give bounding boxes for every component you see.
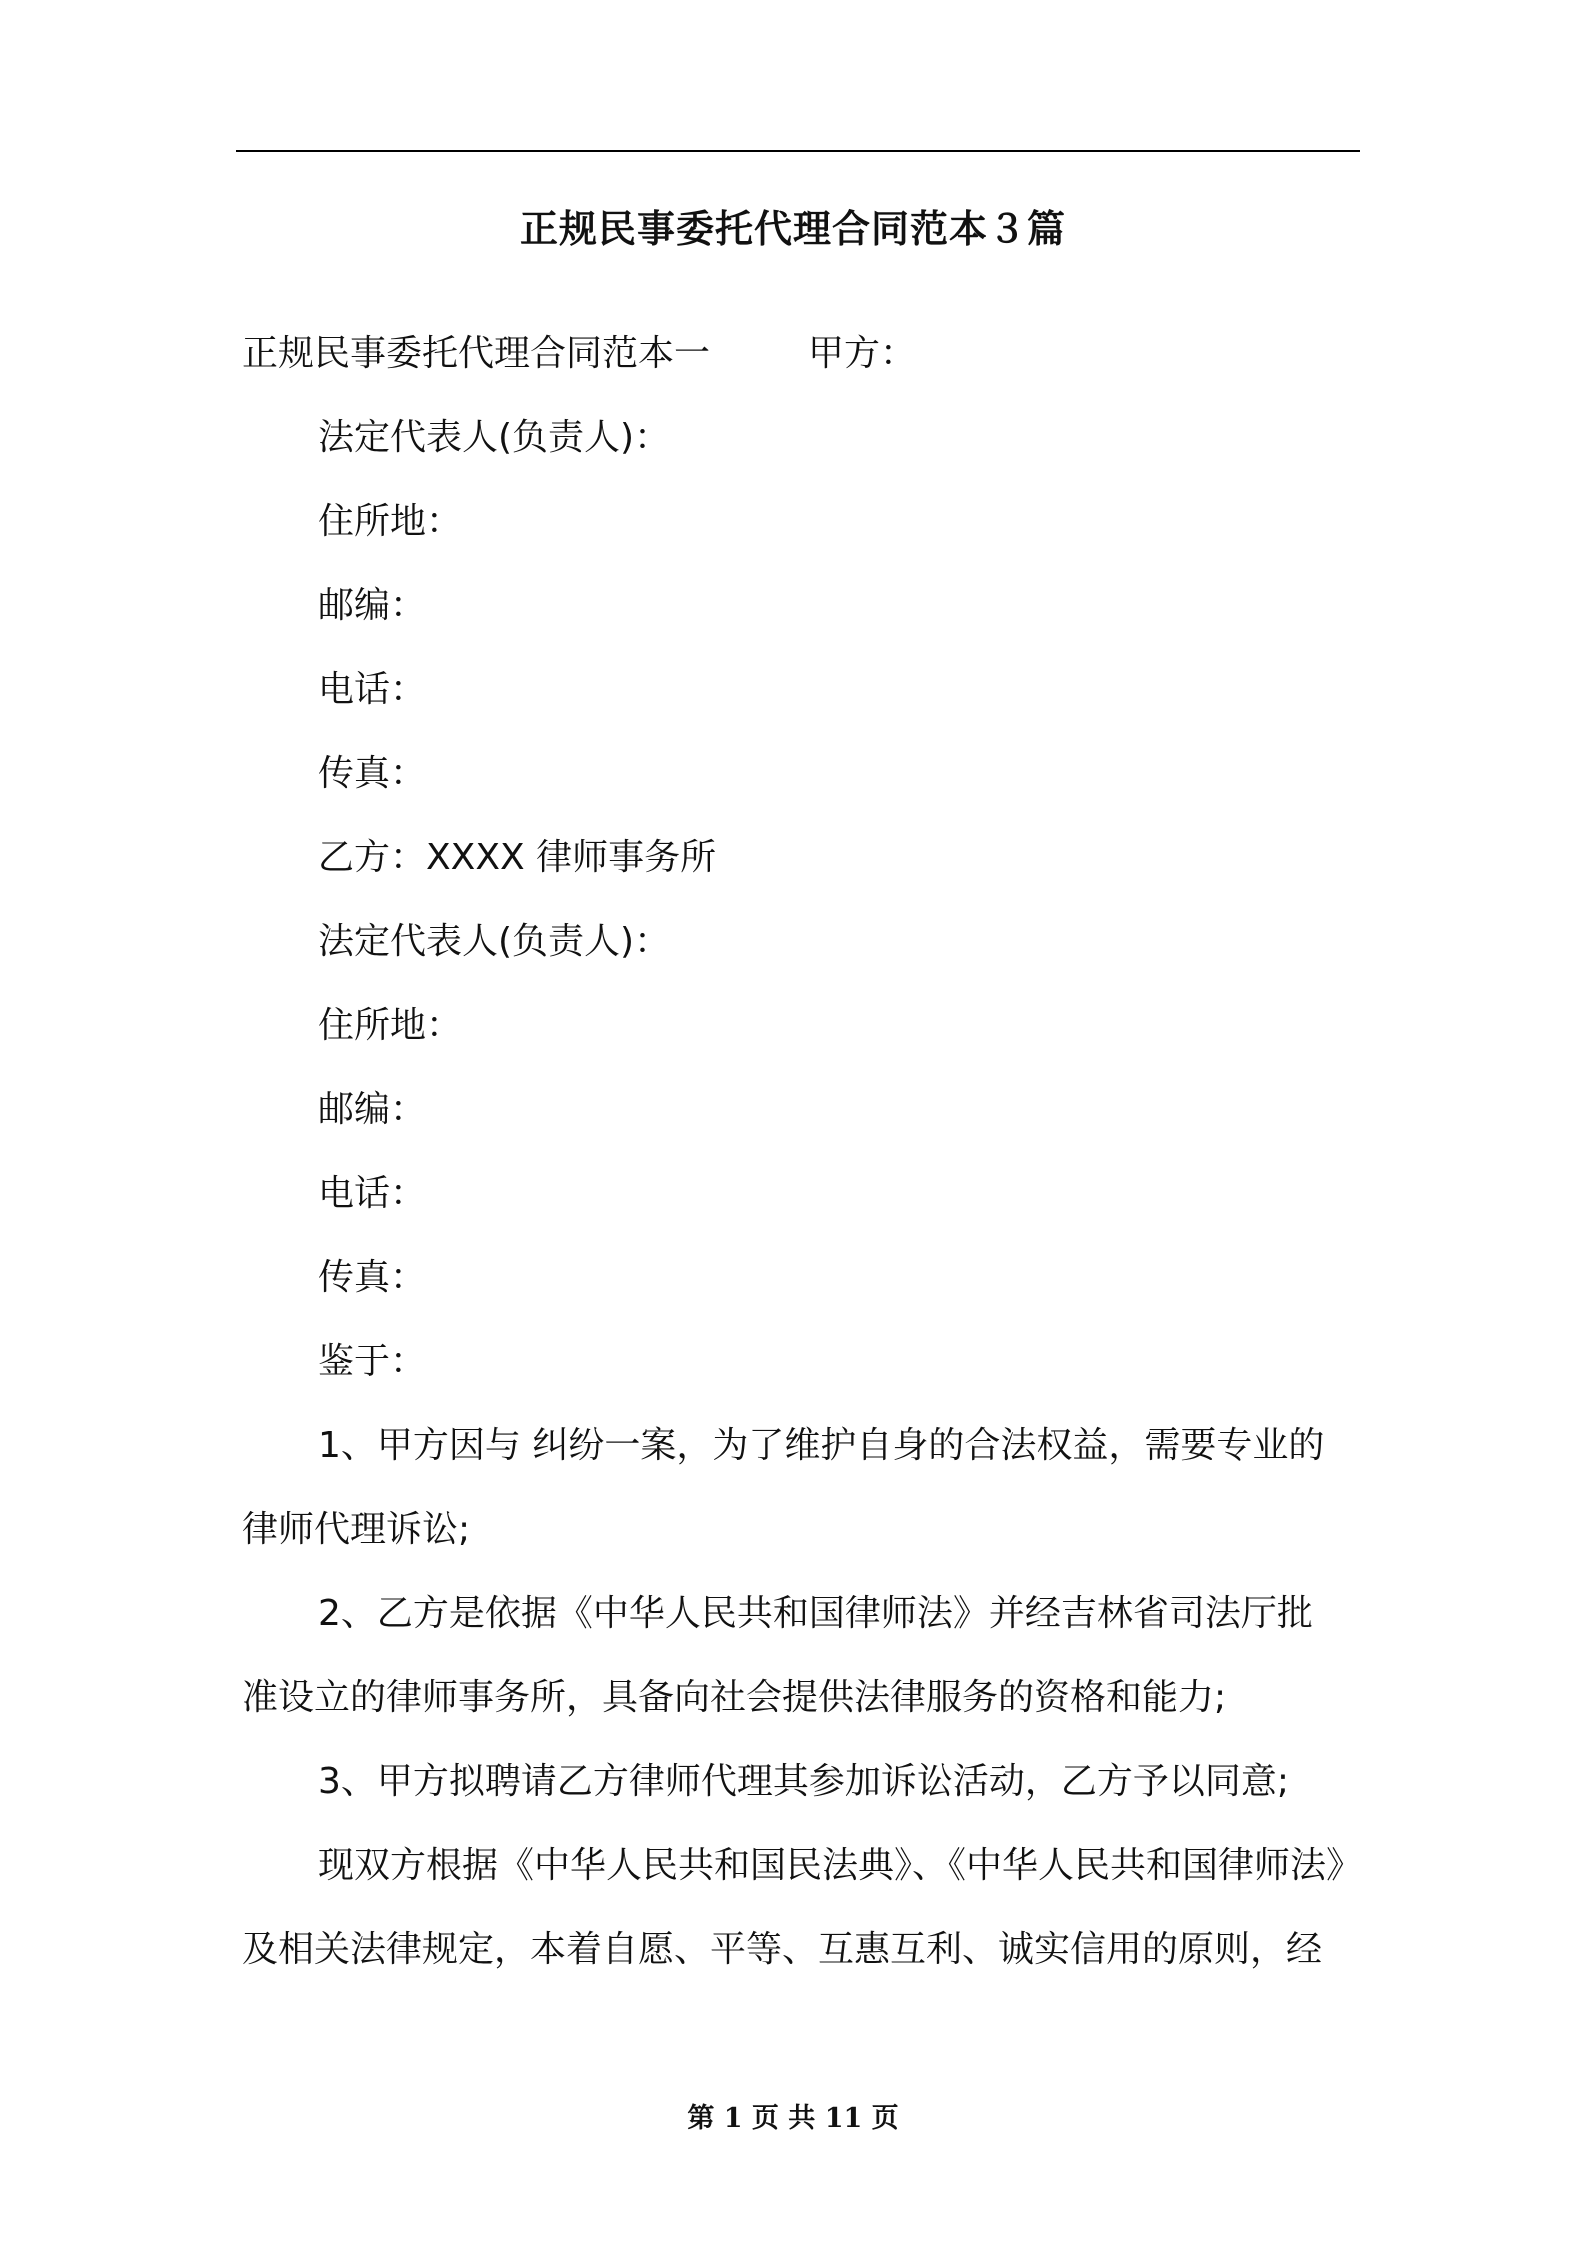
clause-1-line-1: 1、甲方因与 纠纷一案，为了维护自身的合法权益，需要专业的 (318, 1425, 1325, 1466)
agreement-basis-line-1: 现双方根据《中华人民共和国民法典》、《中华人民共和国律师法》 (318, 1845, 1363, 1886)
party-a-address: 住所地： (318, 501, 463, 542)
whereas-label: 鉴于： (318, 1341, 427, 1382)
party-a-label: 甲方： (808, 333, 917, 374)
party-a-phone: 电话： (318, 669, 427, 710)
party-a-representative: 法定代表人(负责人)： (318, 417, 671, 458)
page-footer: 第 1 页 共 11 页 (687, 2103, 899, 2134)
party-b-fax: 传真： (318, 1257, 427, 1298)
party-b-postcode: 邮编： (318, 1089, 427, 1130)
document-title: 正规民事委托代理合同范本３篇 (519, 207, 1066, 251)
section-heading: 正规民事委托代理合同范本一 (242, 333, 711, 374)
party-b-address: 住所地： (318, 1005, 463, 1046)
party-b-phone: 电话： (318, 1173, 427, 1214)
party-a-postcode: 邮编： (318, 585, 427, 626)
party-a-fax: 传真： (318, 753, 427, 794)
header-rule (236, 150, 1360, 152)
clause-3-line-1: 3、甲方拟聘请乙方律师代理其参加诉讼活动，乙方予以同意; (318, 1761, 1290, 1802)
clause-2-line-2: 准设立的律师事务所，具备向社会提供法律服务的资格和能力; (242, 1677, 1227, 1718)
party-b-representative: 法定代表人(负责人)： (318, 921, 671, 962)
clause-2-line-1: 2、乙方是依据《中华人民共和国律师法》并经吉林省司法厅批 (318, 1593, 1313, 1634)
clause-1-line-2: 律师代理诉讼; (242, 1509, 471, 1550)
agreement-basis-line-2: 及相关法律规定，本着自愿、平等、互惠互利、诚实信用的原则，经 (242, 1929, 1323, 1970)
party-b-label: 乙方：XXXX 律师事务所 (318, 837, 717, 878)
